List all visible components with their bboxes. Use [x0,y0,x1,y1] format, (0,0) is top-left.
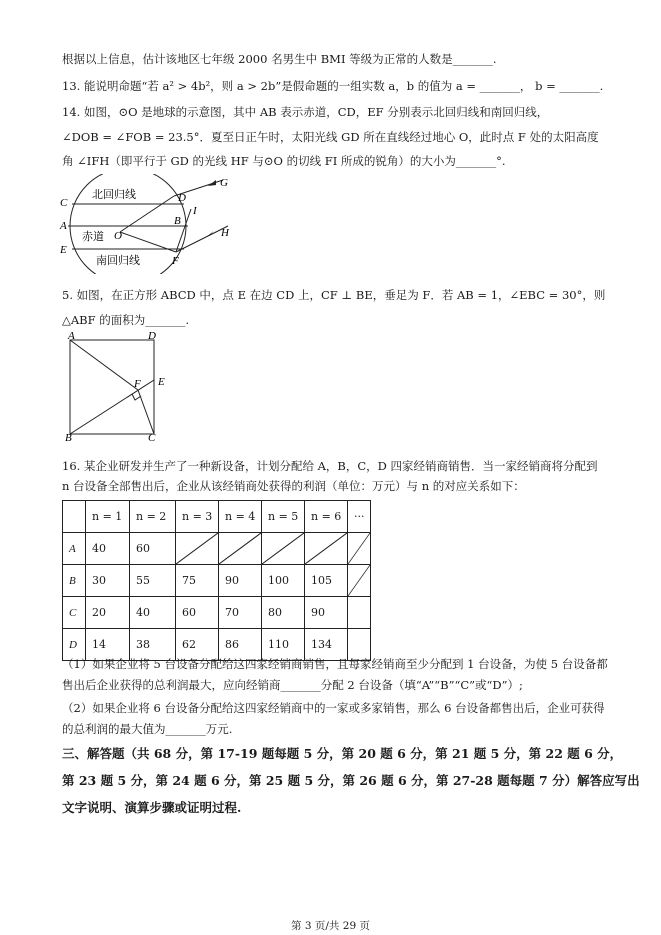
table-row [63,565,371,597]
table-header-cell: n = 2 [130,501,176,533]
table-cell: 40 [130,597,176,629]
empty-cell [348,533,371,565]
table-cell: 90 [305,597,348,629]
table-row [63,533,371,565]
label-equator: 赤道 [82,230,104,243]
table-cell: 38 [130,629,176,661]
table-cell: 62 [176,629,219,661]
label-a: A [60,220,67,232]
sq-label-c: C [148,432,156,442]
table-cell: 110 [262,629,305,661]
label-f: F [172,255,179,267]
sq-label-e: E [158,376,165,388]
label-south-tropic: 南回归线 [96,254,140,267]
question-16-part-2-line-2: 的总利润的最大值为_______万元. [62,722,233,736]
question-14-line-2: ∠DOB = ∠FOB = 23.5°．夏至日正午时，太阳光线 GD 所在直线经过地心 O，此时点 F 处的太阳高度 [62,130,599,144]
label-i: I [193,205,197,217]
question-14-line-1: 14. 如图，⊙O 是地球的示意图，其中 AB 表示赤道，CD，EF 分别表示北回归线和南回归线， [62,105,549,119]
label-e: E [60,244,67,256]
text-line-bmi-question: 根据以上信息，估计该地区七年级 2000 名男生中 BMI 等级为正常的人数是_______. [62,52,497,66]
table-header-cell: n = 3 [176,501,219,533]
table-cell: 55 [130,565,176,597]
question-14-line-3: 角 ∠IFH（即平行于 GD 的光线 HF 与⊙O 的切线 FI 所成的锐角）的大小为_______°. [62,154,506,168]
row-label: C [63,597,86,629]
question-16-line-1: 16. 某企业研发并生产了一种新设备，计划分配给 A，B，C，D 四家经销商销售．当一家经销商将分配到 [62,459,598,473]
table-cell: 60 [176,597,219,629]
row-label: A [63,533,86,565]
question-16-line-2: n 台设备全部售出后，企业从该经销商处获得的利润（单位：万元）与 n 的对应关系如下： [62,479,525,493]
table-cell: 60 [130,533,176,565]
section-3-heading-line-3: 文字说明、演算步骤或证明过程. [62,800,242,815]
table-cell: 134 [305,629,348,661]
table-cell: 105 [305,565,348,597]
table-cell: 20 [86,597,130,629]
table-cell: 14 [86,629,130,661]
section-3-heading-line-1: 三、解答题（共 68 分，第 17-19 题每题 5 分，第 20 题 6 分，第 21 题 5 分，第 22 题 6 分， [62,746,623,761]
table-row [63,597,371,629]
page-footer: 第 3 页/共 29 页 [291,920,370,932]
label-c: C [60,197,68,209]
section-3-heading-line-2: 第 23 题 5 分，第 24 题 6 分，第 25 题 5 分，第 26 题 6 分，第 27-28 题每题 7 分）解答应写出 [62,773,640,788]
table-corner [63,501,86,533]
label-o: O [114,230,122,242]
question-15-line-1: 5. 如图，在正方形 ABCD 中，点 E 在边 CD 上，CF ⊥ BE，垂足为 F．若 AB = 1，∠EBC = 30°，则 [62,288,606,302]
empty-cell [262,533,305,565]
square-diagram [62,330,172,442]
row-label: D [63,629,86,661]
sq-label-a: A [68,330,75,342]
earth-diagram [58,174,238,274]
table-header-cell: n = 5 [262,501,305,533]
table-cell: 90 [219,565,262,597]
label-b: B [174,215,181,227]
table-header-cell: ··· [348,501,371,533]
empty-cell [305,533,348,565]
question-16-part-1-line-1: （1）如果企业将 5 台设备分配给这四家经销商销售，且每家经销商至少分配到 1 台设备，为使 5 台设备都 [62,657,608,671]
table-cell: 80 [262,597,305,629]
sq-label-b: B [65,432,72,442]
label-g: G [220,177,228,189]
table-cell: 30 [86,565,130,597]
table-cell: 100 [262,565,305,597]
question-15-line-2: △ABF 的面积为_______. [62,313,190,327]
table-cell: 70 [219,597,262,629]
question-13: 13. 能说明命题“若 a² > 4b²，则 a > 2b”是假命题的一组实数 a，b 的值为 a = _______， b = _______. [62,79,604,93]
label-north-tropic: 北回归线 [92,188,136,201]
question-16-part-1-line-2: 售出后企业获得的总利润最大，应向经销商_______分配 2 台设备（填“A”“B”“C”或“D”）; [62,678,523,692]
table-cell: 40 [86,533,130,565]
empty-cell [348,565,371,597]
sq-label-d: D [148,330,156,342]
table-cell: 75 [176,565,219,597]
table-cell: 86 [219,629,262,661]
empty-cell [219,533,262,565]
label-d: D [178,192,186,204]
table-header-cell: n = 4 [219,501,262,533]
question-16-part-2-line-1: （2）如果企业将 6 台设备分配给这四家经销商中的一家或多家销售，那么 6 台设备都售出后，企业可获得 [62,701,605,715]
label-h: H [221,227,229,239]
table-header-cell: n = 6 [305,501,348,533]
sq-label-f: F [134,378,141,390]
table-cell [348,597,371,629]
table-header-row [63,501,371,533]
row-label: B [63,565,86,597]
profit-table [62,500,371,661]
table-header-cell: n = 1 [86,501,130,533]
empty-cell [176,533,219,565]
